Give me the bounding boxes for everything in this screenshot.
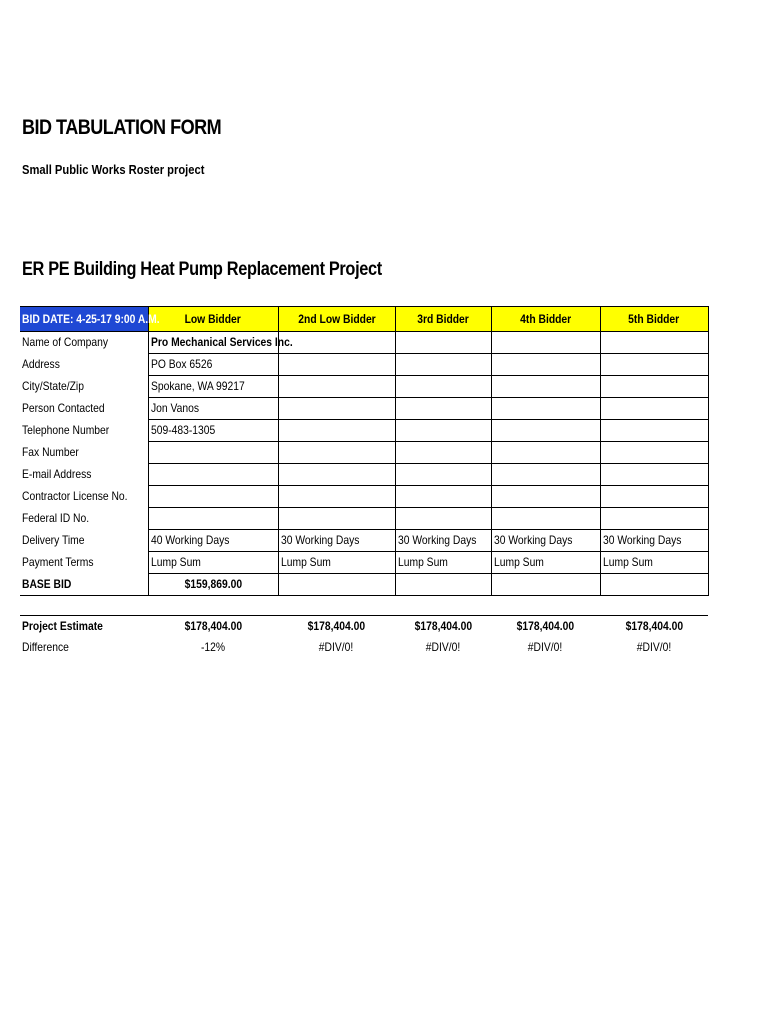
table-cell — [148, 486, 278, 508]
table-cell: 30 Working Days — [395, 530, 491, 552]
table-row — [20, 486, 708, 508]
table-cell: 30 Working Days — [491, 530, 600, 552]
table-cell — [600, 332, 708, 354]
table-cell — [395, 508, 491, 530]
table-cell — [491, 398, 600, 420]
estimate-value: $178,404.00 — [307, 619, 366, 633]
table-cell — [600, 508, 708, 530]
table-cell — [491, 376, 600, 398]
table-cell — [278, 376, 395, 398]
table-row — [20, 552, 708, 574]
table-cell: Pro Mechanical Services Inc. — [148, 332, 278, 354]
table-cell — [395, 332, 491, 354]
table-row — [20, 420, 708, 442]
difference-label: Difference — [22, 640, 69, 654]
form-subtitle: Small Public Works Roster project — [22, 162, 205, 177]
table-cell — [278, 420, 395, 442]
table-cell: 30 Working Days — [278, 530, 395, 552]
table-cell — [491, 464, 600, 486]
bid-table — [20, 306, 709, 596]
table-cell — [278, 464, 395, 486]
row-label: Contractor License No. — [20, 486, 148, 508]
table-cell: 30 Working Days — [600, 530, 708, 552]
table-cell — [395, 376, 491, 398]
row-label: City/State/Zip — [20, 376, 148, 398]
table-cell — [600, 376, 708, 398]
table-cell — [600, 442, 708, 464]
table-cell — [148, 442, 278, 464]
table-cell — [600, 398, 708, 420]
table-cell: Spokane, WA 99217 — [148, 376, 278, 398]
table-row — [20, 332, 708, 354]
table-cell — [491, 486, 600, 508]
row-label: BASE BID — [20, 574, 148, 596]
table-cell — [395, 486, 491, 508]
row-label: Fax Number — [20, 442, 148, 464]
table-cell — [395, 464, 491, 486]
row-label: Telephone Number — [20, 420, 148, 442]
project-name: ER PE Building Heat Pump Replacement Project — [22, 259, 382, 280]
table-row — [20, 398, 708, 420]
table-row — [20, 508, 708, 530]
form-title: BID TABULATION FORM — [22, 116, 222, 139]
table-cell — [600, 464, 708, 486]
base-bid-value — [491, 574, 600, 596]
table-cell: Lump Sum — [148, 552, 278, 574]
table-cell: Jon Vanos — [148, 398, 278, 420]
table-cell — [491, 442, 600, 464]
table-cell — [395, 420, 491, 442]
row-label: Address — [20, 354, 148, 376]
estimate-value: $178,404.00 — [625, 619, 683, 633]
base-bid-value — [395, 574, 491, 596]
base-bid-row — [20, 574, 708, 596]
table-row — [20, 530, 708, 552]
table-row — [20, 354, 708, 376]
table-cell — [278, 486, 395, 508]
table-cell — [278, 332, 395, 354]
difference-value: -12% — [200, 640, 226, 654]
table-cell: Lump Sum — [278, 552, 395, 574]
base-bid-value — [600, 574, 708, 596]
estimate-value: $178,404.00 — [414, 619, 472, 633]
bid-date-cell: BID DATE: 4-25-17 9:00 A.M. — [20, 307, 148, 332]
table-row — [20, 376, 708, 398]
table-row — [20, 464, 708, 486]
table-cell — [395, 398, 491, 420]
table-cell: PO Box 6526 — [148, 354, 278, 376]
table-cell — [278, 398, 395, 420]
table-cell — [395, 442, 491, 464]
table-cell — [600, 354, 708, 376]
table-cell — [491, 354, 600, 376]
estimate-label: Project Estimate — [22, 619, 103, 633]
table-cell: Lump Sum — [491, 552, 600, 574]
estimate-value: $178,404.00 — [516, 619, 575, 633]
difference-value: #DIV/0! — [425, 640, 461, 654]
table-cell — [491, 332, 600, 354]
table-cell — [491, 420, 600, 442]
base-bid-value — [278, 574, 395, 596]
header-row — [20, 307, 708, 332]
column-header: 2nd Low Bidder — [278, 307, 395, 332]
table-cell: Lump Sum — [395, 552, 491, 574]
table-cell — [395, 354, 491, 376]
row-label: E-mail Address — [20, 464, 148, 486]
table-cell: 40 Working Days — [148, 530, 278, 552]
column-header: 4th Bidder — [491, 307, 600, 332]
row-label: Name of Company — [20, 332, 148, 354]
table-cell: 509-483-1305 — [148, 420, 278, 442]
table-cell — [148, 508, 278, 530]
table-cell — [278, 354, 395, 376]
table-cell — [600, 486, 708, 508]
estimate-value: $178,404.00 — [184, 619, 242, 633]
table-cell — [148, 464, 278, 486]
estimate-row — [20, 616, 708, 638]
difference-value: #DIV/0! — [319, 640, 354, 654]
table-cell — [491, 508, 600, 530]
column-header: 5th Bidder — [600, 307, 708, 332]
table-cell — [600, 420, 708, 442]
base-bid-value: $159,869.00 — [148, 574, 278, 596]
column-header: 3rd Bidder — [395, 307, 491, 332]
table-cell: Lump Sum — [600, 552, 708, 574]
row-label: Payment Terms — [20, 552, 148, 574]
difference-row — [20, 637, 708, 658]
row-label: Federal ID No. — [20, 508, 148, 530]
table-row — [20, 442, 708, 464]
row-label: Delivery Time — [20, 530, 148, 552]
difference-value: #DIV/0! — [636, 640, 672, 654]
table-cell — [278, 442, 395, 464]
row-label: Person Contacted — [20, 398, 148, 420]
column-header: Low Bidder — [148, 307, 278, 332]
estimate-table — [20, 615, 708, 658]
table-cell — [278, 508, 395, 530]
difference-value: #DIV/0! — [528, 640, 563, 654]
